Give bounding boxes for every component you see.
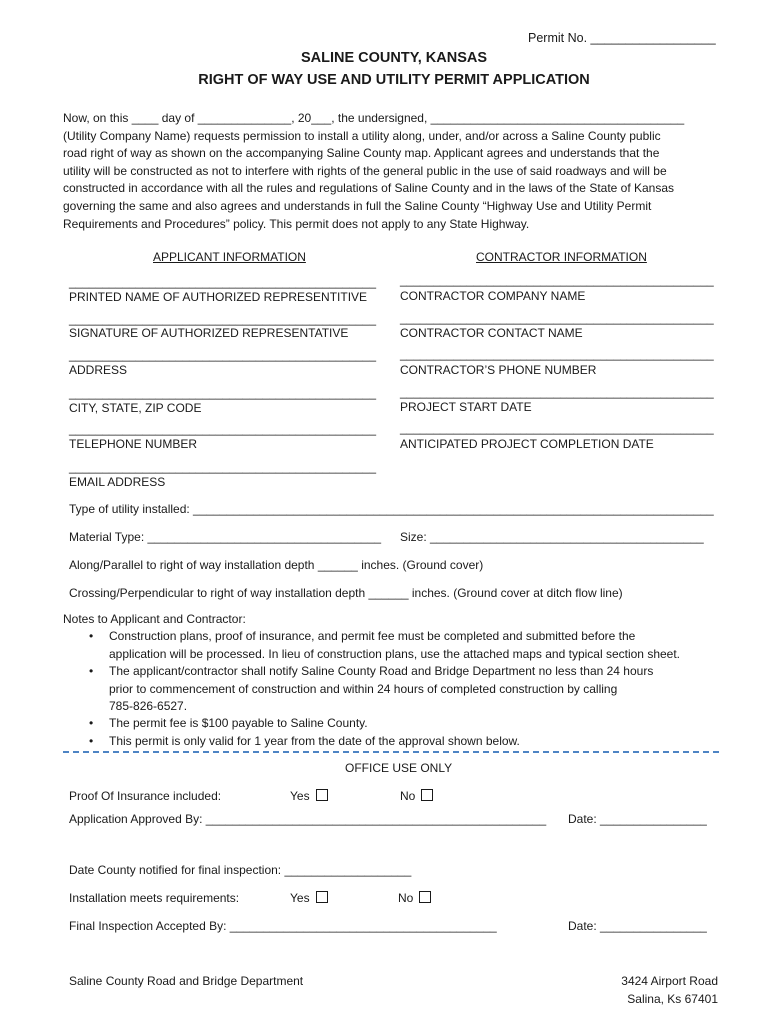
applicant-address-line[interactable]: ______________________________________________ — [69, 348, 376, 362]
yes-label: Yes — [290, 891, 310, 905]
bullet-icon: • — [89, 716, 94, 731]
note-line: application will be processed. In lieu of construction plans, use the attached maps and typical section sheet. — [109, 646, 681, 661]
note-item — [63, 663, 733, 715]
perpendicular-depth-field[interactable]: Crossing/Perpendicular to right of way installation depth ______ inches. (Ground cover at ditch flow line) — [69, 586, 623, 600]
insurance-no-option[interactable] — [400, 789, 433, 803]
notes-heading: Notes to Applicant and Contractor: — [63, 612, 246, 626]
project-start-label: PROJECT START DATE — [400, 400, 532, 414]
contractor-phone-line[interactable]: _______________________________________________ — [400, 347, 714, 361]
note-line: prior to commencement of construction and within 24 hours of completed construction by calling — [109, 681, 618, 696]
requirements-no-checkbox[interactable] — [419, 891, 431, 903]
intro-line: Requirements and Procedures” policy. This permit does not apply to any State Highway. — [63, 216, 530, 231]
document-title-county: SALINE COUNTY, KANSAS — [300, 50, 488, 66]
intro-paragraph — [63, 110, 723, 233]
contractor-heading: CONTRACTOR INFORMATION — [476, 250, 647, 264]
intro-line: (Utility Company Name) requests permission to install a utility along, under, and/or across a Saline County public — [63, 128, 661, 143]
intro-line[interactable]: Now, on this ____ day of ______________, 20___, the undersigned, ______________________________________ — [63, 111, 685, 125]
note-line: Construction plans, proof of insurance, and permit fee must be completed and submitted before the — [109, 629, 636, 644]
contractor-company-label: CONTRACTOR COMPANY NAME — [400, 289, 586, 303]
project-completion-label: ANTICIPATED PROJECT COMPLETION DATE — [400, 437, 654, 451]
insurance-yes-checkbox[interactable] — [316, 789, 328, 801]
applicant-phone-line[interactable]: ______________________________________________ — [69, 422, 376, 436]
requirements-yes-checkbox[interactable] — [316, 891, 328, 903]
applicant-city-line[interactable]: ______________________________________________ — [69, 386, 376, 400]
applicant-printed-name-label: PRINTED NAME OF AUTHORIZED REPRESENTITIVE — [69, 290, 368, 304]
contractor-contact-label: CONTRACTOR CONTACT NAME — [400, 326, 583, 340]
contractor-phone-label: CONTRACTOR’S PHONE NUMBER — [400, 363, 597, 377]
note-line: 785-826-6527. — [109, 699, 188, 714]
insurance-label: Proof Of Insurance included: — [69, 789, 222, 803]
no-label: No — [398, 891, 414, 905]
note-item — [63, 733, 733, 750]
project-completion-line[interactable]: _______________________________________________ — [400, 421, 714, 435]
note-item — [63, 715, 733, 732]
note-line: This permit is only valid for 1 year from the date of the approval shown below. — [109, 733, 520, 748]
applicant-email-label: EMAIL ADDRESS — [69, 475, 166, 489]
bullet-icon: • — [89, 629, 94, 644]
note-line: The permit fee is $100 payable to Saline County. — [109, 716, 368, 731]
intro-line: governing the same and also agrees and understands in full the Saline County “Highway Use and Utility Permit — [63, 198, 652, 213]
requirements-yes-option[interactable] — [290, 891, 328, 905]
inspection-accepted-by-field[interactable]: Final Inspection Accepted By: ________________________________________ — [69, 919, 497, 933]
intro-line: utility will be constructed as not to interfere with rights of the general public in the use of said roadways and will be — [63, 163, 667, 178]
footer-address-street: 3424 Airport Road — [621, 974, 718, 988]
applicant-phone-label: TELEPHONE NUMBER — [69, 437, 198, 451]
insurance-yes-option[interactable] — [290, 789, 328, 803]
applicant-address-label: ADDRESS — [69, 363, 128, 377]
applicant-signature-line[interactable]: ______________________________________________ — [69, 312, 376, 326]
note-item — [63, 628, 733, 663]
project-start-line[interactable]: _______________________________________________ — [400, 385, 714, 399]
approval-date-field[interactable]: Date: ________________ — [568, 812, 707, 826]
parallel-depth-field[interactable]: Along/Parallel to right of way installation depth ______ inches. (Ground cover) — [69, 558, 484, 572]
requirements-no-option[interactable] — [398, 891, 431, 905]
applicant-city-label: CITY, STATE, ZIP CODE — [69, 401, 202, 415]
yes-label: Yes — [290, 789, 310, 803]
contractor-company-line[interactable]: _______________________________________________ — [400, 273, 714, 287]
notes-section — [63, 611, 733, 750]
permit-number-field[interactable]: Permit No. __________________ — [528, 31, 716, 45]
footer-department: Saline County Road and Bridge Department — [69, 974, 304, 988]
material-type-field[interactable]: Material Type: ___________________________________ — [69, 530, 382, 544]
no-label: No — [400, 789, 416, 803]
approved-by-field[interactable]: Application Approved By: ___________________________________________________ — [69, 812, 547, 826]
applicant-name-line[interactable]: ______________________________________________ — [69, 275, 376, 289]
applicant-heading: APPLICANT INFORMATION — [153, 250, 306, 264]
size-field[interactable]: Size: _________________________________________ — [400, 530, 704, 544]
applicant-email-line[interactable]: ______________________________________________ — [69, 460, 376, 474]
bullet-icon: • — [89, 664, 94, 679]
note-line: The applicant/contractor shall notify Saline County Road and Bridge Department no less than 24 hours — [109, 664, 654, 679]
intro-line: constructed in accordance with all the rules and regulations of Saline County and in the laws of the State of Kansas — [63, 181, 675, 196]
intro-line: road right of way as shown on the accompanying Saline County map. Applicant agrees and understands that the — [63, 146, 660, 161]
bullet-icon: • — [89, 733, 94, 748]
contractor-contact-line[interactable]: _______________________________________________ — [400, 311, 714, 325]
office-use-divider — [63, 751, 719, 753]
utility-type-field[interactable]: Type of utility installed: ______________________________________________________________________________ — [69, 502, 714, 516]
applicant-signature-label: SIGNATURE OF AUTHORIZED REPRESENTATIVE — [69, 326, 349, 340]
county-notified-date-field[interactable]: Date County notified for final inspection: ___________________ — [69, 863, 412, 877]
office-use-heading: OFFICE USE ONLY — [345, 761, 453, 775]
footer-address-city: Salina, Ks 67401 — [627, 992, 718, 1006]
insurance-no-checkbox[interactable] — [421, 789, 433, 801]
requirements-label: Installation meets requirements: — [69, 891, 240, 905]
inspection-date-field[interactable]: Date: ________________ — [568, 919, 707, 933]
document-title: RIGHT OF WAY USE AND UTILITY PERMIT APPLICATION — [198, 72, 590, 88]
